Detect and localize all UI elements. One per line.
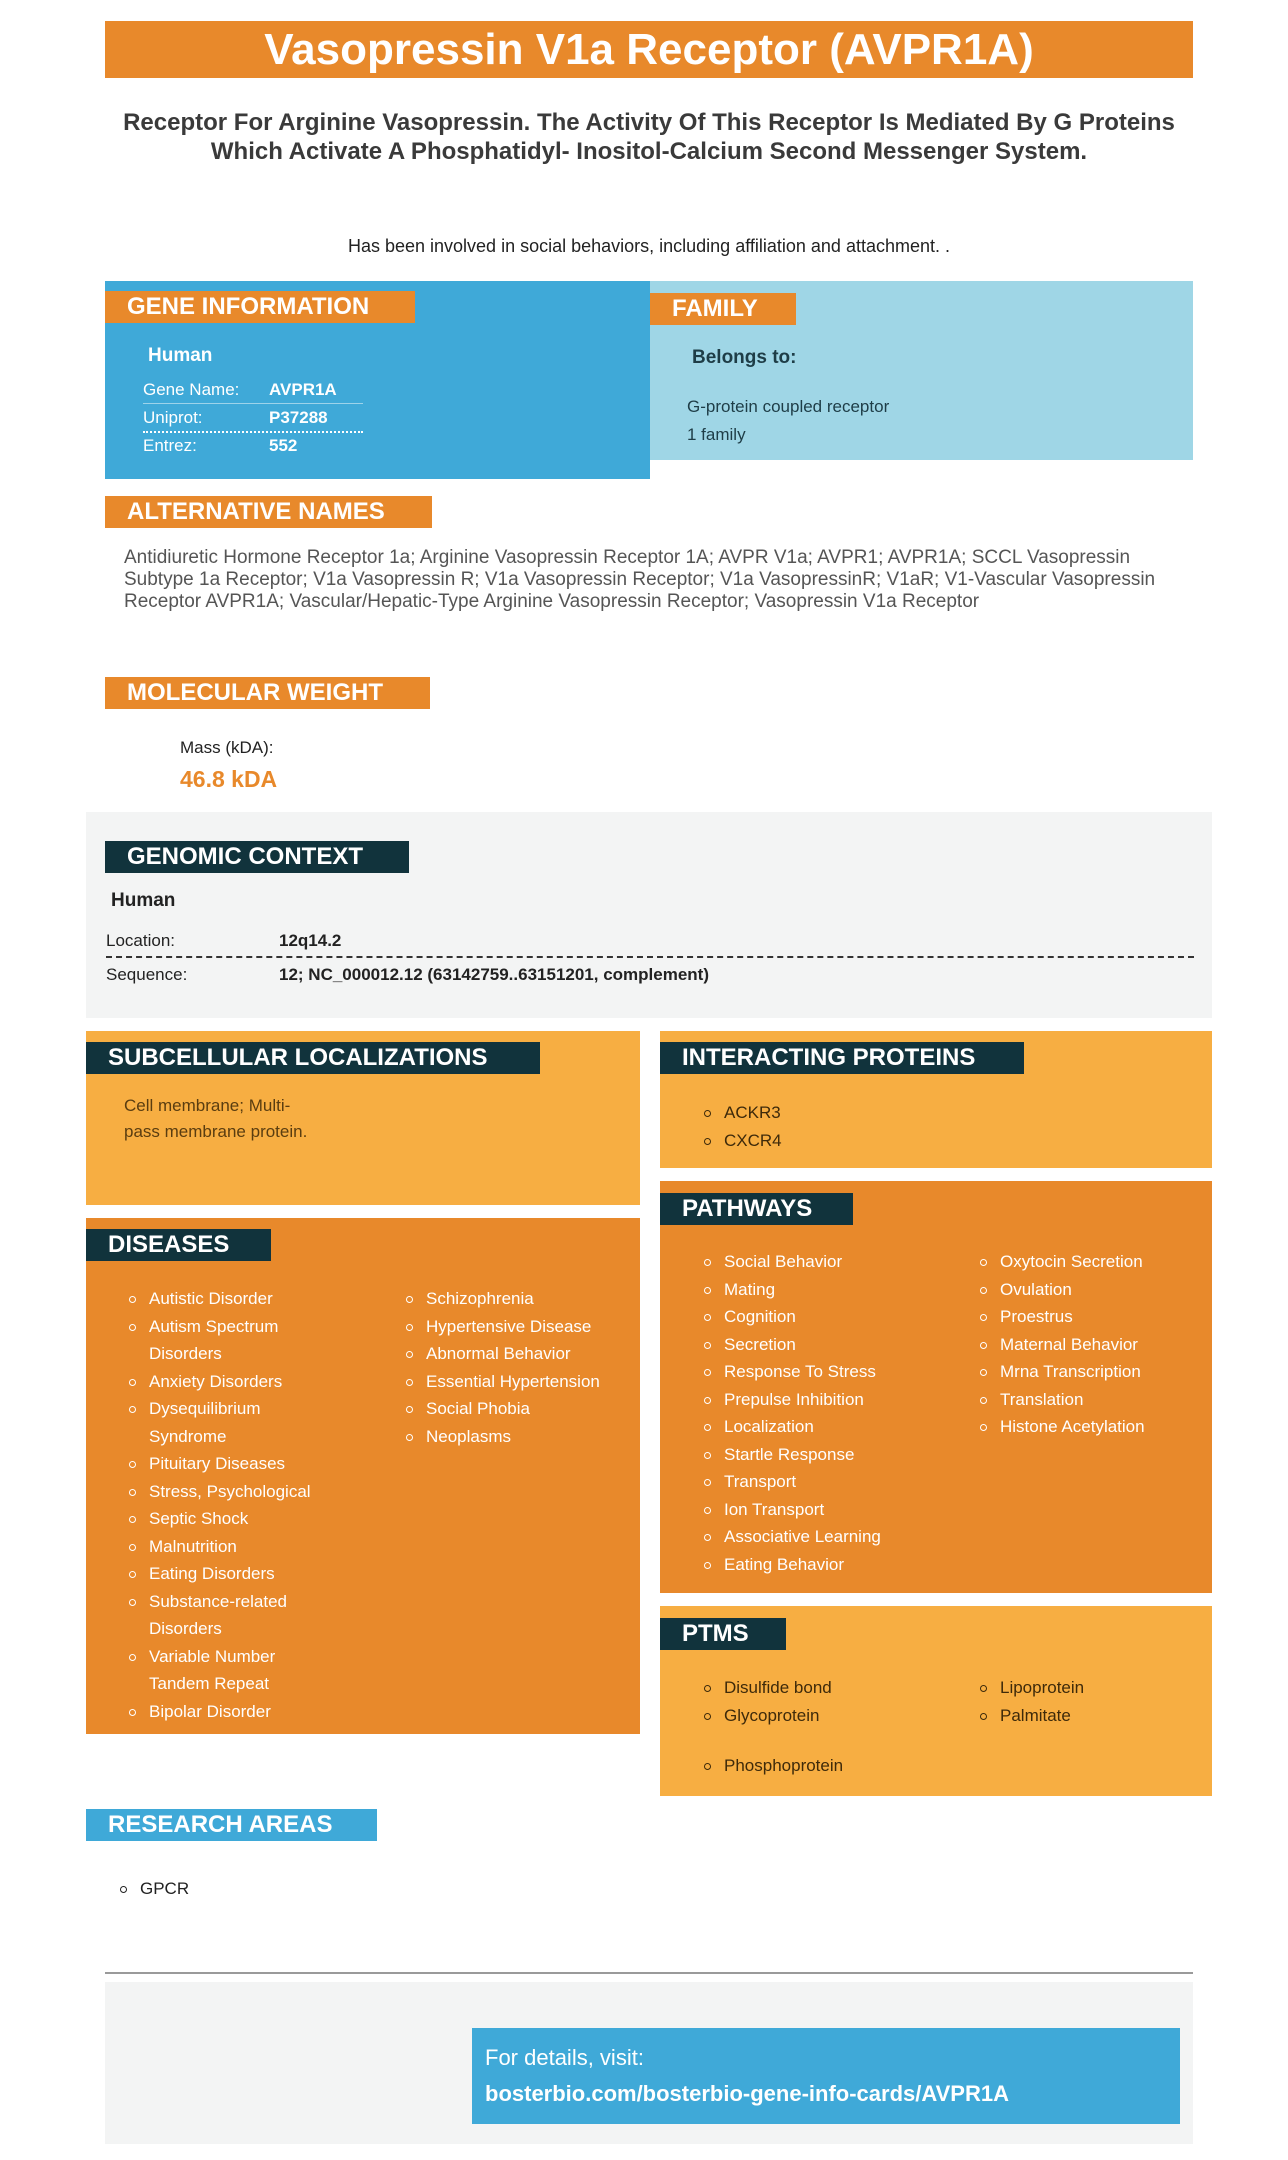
list-item: Mrna Transcription bbox=[978, 1358, 1145, 1386]
research-areas-list bbox=[118, 1875, 189, 1903]
list-item: Septic Shock bbox=[127, 1505, 311, 1533]
diseases-panel bbox=[86, 1218, 640, 1734]
mass-label: Mass (kDA): bbox=[180, 738, 274, 757]
interacting-proteins-heading: INTERACTING PROTEINS bbox=[660, 1042, 1024, 1074]
ptms-list-col-1 bbox=[702, 1674, 832, 1729]
sequence-row bbox=[106, 960, 1194, 990]
uniprot-row bbox=[143, 404, 363, 433]
list-item: Anxiety Disorders bbox=[127, 1368, 311, 1396]
alternative-names-heading: ALTERNATIVE NAMES bbox=[105, 496, 432, 528]
list-item: Autistic Disorder bbox=[127, 1285, 311, 1313]
list-item: Histone Acetylation bbox=[978, 1413, 1145, 1441]
gene-name-value: AVPR1A bbox=[269, 380, 337, 399]
ptm-item: Disulfide bond bbox=[702, 1674, 832, 1702]
mass-value: 46.8 kDA bbox=[180, 766, 278, 792]
pathways-list-col-2 bbox=[978, 1248, 1145, 1441]
research-areas-heading: RESEARCH AREAS bbox=[86, 1809, 377, 1841]
list-item: Substance-related bbox=[127, 1588, 311, 1616]
list-item: Disorders bbox=[149, 1344, 222, 1363]
interacting-protein-item: ACKR3 bbox=[702, 1099, 782, 1127]
diseases-list-col-1 bbox=[127, 1285, 311, 1725]
diseases-list-col-2 bbox=[404, 1285, 600, 1450]
gene-tagline: Has been involved in social behaviors, including affiliation and attachment. . bbox=[347, 236, 951, 256]
list-item: Neoplasms bbox=[404, 1423, 600, 1451]
details-link-box[interactable] bbox=[472, 2028, 1180, 2124]
list-item: Eating Behavior bbox=[702, 1551, 881, 1579]
alternative-names-text: Antidiuretic Hormone Receptor 1a; Arginine Vasopressin Receptor 1A; AVPR V1a; AVPR1; AVPR1A; SCCL Vasopressin Subtype 1a Receptor; V1a Vasopressin R; V1a Vasopressin Receptor; V1a VasopressinR; V1aR; V1-Vascular Vasopressin Receptor AVPR1A; Vascular/Hepatic-Type Arginine Vasopressin Receptor; Vasopressin V1a Receptor bbox=[124, 547, 1156, 612]
list-item: Bipolar Disorder bbox=[127, 1698, 311, 1726]
family-heading: FAMILY bbox=[650, 293, 796, 325]
list-item: Autism Spectrum bbox=[127, 1313, 311, 1341]
research-area-item: GPCR bbox=[118, 1875, 189, 1903]
list-item: Eating Disorders bbox=[127, 1560, 311, 1588]
entrez-value: 552 bbox=[269, 436, 298, 455]
subcellular-heading: SUBCELLULAR LOCALIZATIONS bbox=[86, 1042, 540, 1074]
list-item: Mating bbox=[702, 1276, 881, 1304]
gene-function-summary: Receptor For Arginine Vasopressin. The Activity Of This Receptor Is Mediated By G Proteins Which Activate A Phosphatidyl- Inositol-Calcium Second Messenger System. bbox=[123, 109, 1175, 165]
ptms-panel bbox=[660, 1606, 1212, 1796]
ptm-item: Palmitate bbox=[978, 1702, 1084, 1730]
list-item: Dysequilibrium bbox=[127, 1395, 311, 1423]
list-item: Pituitary Diseases bbox=[127, 1450, 311, 1478]
subcellular-line-1: Cell membrane; Multi- bbox=[124, 1096, 291, 1115]
gene-name-row bbox=[143, 376, 363, 404]
uniprot-value: P37288 bbox=[269, 408, 328, 427]
gene-information-panel bbox=[105, 281, 650, 479]
location-value: 12q14.2 bbox=[279, 931, 342, 950]
ptm-item: Glycoprotein bbox=[702, 1702, 832, 1730]
ptms-list-col-2 bbox=[978, 1674, 1084, 1729]
list-item: Hypertensive Disease bbox=[404, 1313, 600, 1341]
list-item: Ion Transport bbox=[702, 1496, 881, 1524]
list-item: Startle Response bbox=[702, 1441, 881, 1469]
list-item: Maternal Behavior bbox=[978, 1331, 1145, 1359]
list-item: Tandem Repeat bbox=[149, 1674, 270, 1693]
uniprot-key: Uniprot: bbox=[143, 408, 203, 427]
pathways-heading: PATHWAYS bbox=[660, 1193, 853, 1225]
list-item: Syndrome bbox=[149, 1426, 227, 1446]
sequence-value: 12; NC_000012.12 (63142759..63151201, complement) bbox=[279, 965, 710, 984]
details-label: For details, visit: bbox=[485, 2045, 644, 2070]
list-item: Social Phobia bbox=[404, 1395, 600, 1423]
molecular-weight-heading: MOLECULAR WEIGHT bbox=[105, 677, 430, 709]
list-item: Oxytocin Secretion bbox=[978, 1248, 1145, 1276]
pathways-list-col-1 bbox=[702, 1248, 881, 1578]
list-item: Prepulse Inhibition bbox=[702, 1386, 881, 1414]
ptms-heading: PTMS bbox=[660, 1618, 786, 1650]
interacting-proteins-panel bbox=[660, 1031, 1212, 1168]
entrez-row bbox=[143, 432, 363, 459]
genomic-context-panel bbox=[86, 812, 1212, 1018]
location-row bbox=[106, 926, 1194, 958]
genomic-species: Human bbox=[111, 890, 176, 911]
list-item: Stress, Psychological bbox=[127, 1478, 311, 1506]
gene-name-key: Gene Name: bbox=[143, 380, 240, 399]
footer-divider bbox=[105, 1972, 1193, 1974]
list-item: Essential Hypertension bbox=[404, 1368, 600, 1396]
list-item: Response To Stress bbox=[702, 1358, 881, 1386]
list-item: Social Behavior bbox=[702, 1248, 881, 1276]
interacting-proteins-list bbox=[702, 1099, 782, 1154]
list-item: Localization bbox=[702, 1413, 881, 1441]
list-item: Ovulation bbox=[978, 1276, 1145, 1304]
list-item: Proestrus bbox=[978, 1303, 1145, 1331]
list-item: Cognition bbox=[702, 1303, 881, 1331]
subcellular-panel bbox=[86, 1031, 640, 1205]
list-item: Disorders bbox=[149, 1619, 222, 1638]
gene-information-heading: GENE INFORMATION bbox=[105, 291, 415, 323]
ptm-item: Lipoprotein bbox=[978, 1674, 1084, 1702]
list-item: Secretion bbox=[702, 1331, 881, 1359]
details-url-link[interactable]: bosterbio.com/bosterbio-gene-info-cards/AVPR1A bbox=[485, 2081, 1009, 2106]
sequence-label: Sequence: bbox=[106, 965, 188, 984]
pathways-panel bbox=[660, 1181, 1212, 1593]
family-panel bbox=[650, 281, 1193, 460]
diseases-heading: DISEASES bbox=[86, 1229, 271, 1261]
genomic-context-heading: GENOMIC CONTEXT bbox=[105, 841, 409, 873]
gene-species: Human bbox=[148, 345, 213, 366]
family-line-1: G-protein coupled receptor bbox=[687, 397, 890, 416]
list-item: Associative Learning bbox=[702, 1523, 881, 1551]
page-title: Vasopressin V1a Receptor (AVPR1A) bbox=[105, 21, 1193, 78]
entrez-key: Entrez: bbox=[143, 436, 197, 455]
ptm-item: Phosphoprotein bbox=[702, 1752, 843, 1780]
subcellular-line-2: pass membrane protein. bbox=[124, 1122, 308, 1141]
family-belongs-label: Belongs to: bbox=[692, 347, 797, 368]
location-label: Location: bbox=[106, 931, 175, 950]
interacting-protein-item: CXCR4 bbox=[702, 1127, 782, 1155]
family-line-2: 1 family bbox=[687, 425, 746, 444]
ptms-list-extra bbox=[702, 1752, 843, 1780]
list-item: Malnutrition bbox=[127, 1533, 311, 1561]
list-item: Abnormal Behavior bbox=[404, 1340, 600, 1368]
list-item: Translation bbox=[978, 1386, 1145, 1414]
list-item: Variable Number bbox=[127, 1643, 311, 1671]
list-item: Transport bbox=[702, 1468, 881, 1496]
list-item: Schizophrenia bbox=[404, 1285, 600, 1313]
